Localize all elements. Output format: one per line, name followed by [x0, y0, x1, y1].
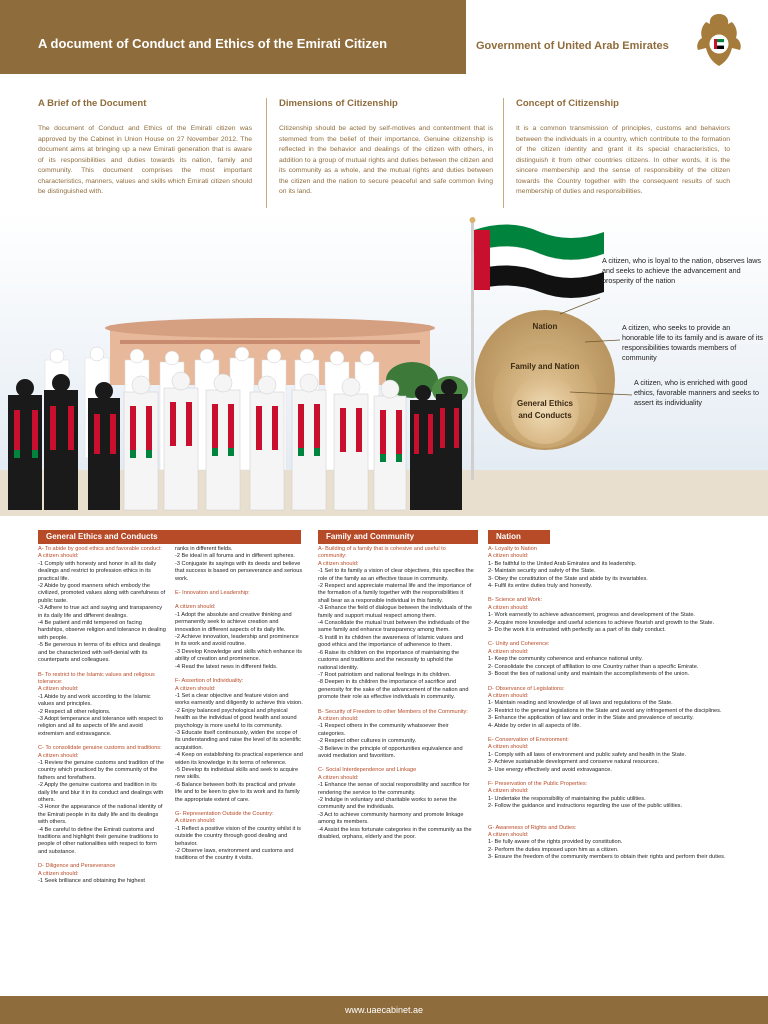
- list-item: -2 Abide by good manners which embody the civilized, promoted values along with carefulness of public taste.: [38, 583, 166, 604]
- list-item: -8 Deepen in its children the importance of sacrifice and generosity for the sake of the advancement of the nation and promote their role as effective individuals in community.: [318, 679, 469, 701]
- page-title: A document of Conduct and Ethics of the Emirati Citizen: [38, 36, 388, 51]
- concept-text: It is a common transmission of principles, customs and behaviors between the individuals in a country, which contribute to the formation of the citizen identity and grant it its special characteristics, to distinguish it from other countries citizens. In other words, it is the sincere membership and the sense of responsibility of the citizen towards the Country together with the consequent results of such membership of duties and responsibilities.: [516, 125, 730, 195]
- list-item: -2 Respect other cultures in community.: [318, 738, 417, 745]
- list-item: -7 Root patriotism and national feelings in its children.: [318, 671, 451, 678]
- list-item: 3- Use energy effectively and avoid extravagance.: [488, 766, 612, 773]
- list-item: -2 Be ideal in all forums and in different spheres.: [175, 553, 295, 560]
- list-item: 2- Achieve sustainable development and conserve natural resources.: [488, 759, 660, 766]
- list-item: ranks in different fields.: [175, 546, 233, 552]
- honorable-citizen-description: A citizen, who seeks to provide an honorable life to its family and is aware of its responsibilities towards members of community: [622, 323, 764, 362]
- subheading: A citizen should:: [38, 686, 79, 693]
- list-item: -5 Instill in its children the awareness of Islamic values and good ethics and the importance of adherence to them.: [318, 634, 464, 649]
- subheading: A citizen should:: [488, 788, 529, 795]
- spacer: [488, 634, 728, 641]
- list-item: 1- Comply with all laws of environment and public safety and health in the State.: [488, 751, 687, 758]
- list-item: 2- Acquire more knowledge and useful sciences to achieve flourish and growth to the State.: [488, 619, 715, 626]
- uae-emblem-icon: [692, 10, 746, 70]
- dimensions-title: Dimensions of Citizenship: [279, 98, 398, 109]
- list-item: 2- Maintain security and safety of the State.: [488, 568, 596, 575]
- list-item: -5 Develop its individual skills and seek to acquire new skills.: [175, 766, 299, 781]
- subheading: A citizen should:: [175, 685, 216, 692]
- website-link[interactable]: www.uaecabinet.ae: [344, 1005, 424, 1015]
- family-circle-label: Family and Nation: [510, 362, 580, 371]
- spacer: [175, 583, 303, 590]
- subheading: A- Loyalty to Nation: [488, 546, 537, 552]
- general-ethics-column-right: [175, 546, 303, 863]
- list-item: -6 Raise its children on the importance of maintaining the customs and traditions and the necessity to uphold the national identity.: [318, 649, 460, 671]
- spacer: [488, 811, 728, 818]
- list-item: 3- Enhance the application of law and order in the State and prevalence of security.: [488, 715, 694, 722]
- subheading: A citizen should:: [488, 832, 529, 838]
- spacer: [38, 665, 166, 672]
- subheading: E- Conservation of Environment:: [488, 736, 569, 743]
- subheading: B- Science and Work:: [488, 597, 542, 604]
- list-item: -3 Adopt temperance and tolerance with respect to religion and all its aspects of life and avoid extremism and extravagance.: [38, 715, 164, 737]
- list-item: -3 Act to achieve community harmony and promote linkage among its members.: [318, 811, 464, 826]
- subheading: C- Unity and Coherence:: [488, 641, 550, 648]
- subheading: A citizen should:: [38, 870, 79, 877]
- list-item: -2 Respect all other religions.: [38, 708, 111, 715]
- subheading: A citizen should:: [488, 692, 529, 699]
- subheading: A citizen should:: [38, 752, 79, 759]
- list-item: -1 Abide by and work according to the Islamic values and principles.: [38, 693, 151, 708]
- family-community-column: [318, 546, 474, 841]
- spacer: [175, 597, 303, 604]
- spacer: [175, 804, 303, 811]
- subheading: G- Representation Outside the Country:: [175, 811, 274, 817]
- spacer: [318, 702, 474, 709]
- general-ethics-column-left: [38, 546, 166, 885]
- brief-title: A Brief of the Document: [38, 98, 147, 109]
- family-community-heading: Family and Community: [318, 530, 478, 544]
- subheading: A citizen should:: [488, 744, 529, 751]
- concept-title: Concept of Citizenship: [516, 98, 619, 109]
- list-item: -2 Respect and appreciate maternal life and the importance of the formation of a family together with the responsibilities it shall bear as a responsible individual in this family.: [318, 583, 472, 604]
- list-item: -1 Respect others in the community whatsoever their categories.: [318, 723, 449, 737]
- list-item: -1 Comply with honesty and honor in all its daily dealings and restrict to profession ethics in its practical life.: [38, 560, 157, 582]
- spacer: [38, 738, 166, 745]
- list-item: 2- Perform the duties imposed upon him as a citizen.: [488, 846, 619, 853]
- list-item: -4 Be careful to define the Emirati customs and traditions and highlight their genuine traditions to people of other nationalities with respect to form and substance.: [38, 826, 159, 855]
- subheading: A citizen should:: [175, 604, 216, 611]
- list-item: -2 Achieve innovation, leadership and prominence in its work and avoid routine.: [175, 634, 299, 648]
- list-item: -1 Set a clear objective and feature vision and works earnestly and diligently to achieve this vision.: [175, 692, 303, 707]
- list-item: -2 Indulge in voluntary and charitable works to serve the community and the individuals.: [318, 797, 457, 811]
- list-item: 1- Be fully aware of the rights provided by constitution.: [488, 839, 623, 846]
- list-item: -3 Develop Knowledge and skills which enhance its ability of creation and prominence.: [175, 648, 302, 663]
- loyal-citizen-description: A citizen, who is loyal to the nation, observes laws and seeks to achieve the advancement and prosperity of the nation: [602, 256, 762, 285]
- subheading: A citizen should:: [318, 715, 359, 722]
- spacer: [488, 774, 728, 781]
- list-item: 1- Be faithful to the United Arab Emirates and its leadership.: [488, 560, 637, 567]
- subheading: G- Awareness of Rights and Duties:: [488, 824, 577, 831]
- list-item: -6 Balance between both its practical and private life and to be keen to give to its work and its family the appropriate extent of care.: [175, 781, 300, 803]
- list-item: -5 Be generous in terms of its ethics and dealings and be characterized with self-denial with its counterparts and colleagues.: [38, 642, 161, 664]
- list-item: -4 Assist the less fortunate categories in the community as the disabled, orphans, elderly and the poor.: [318, 826, 472, 841]
- list-item: -3 Honor the appearance of the national identity of the Emirati people in its daily life and its dealings with others.: [38, 804, 163, 826]
- spacer: [175, 671, 303, 678]
- spacer: [488, 590, 728, 597]
- list-item: 4- Fulfil its entire duties truly and honestly.: [488, 583, 593, 590]
- list-item: 3- Ensure the freedom of the community members to obtain their rights and perform their duties.: [488, 854, 726, 861]
- subheading: A citizen should:: [488, 604, 529, 611]
- list-item: 2- Follow the guidance and instructions regarding the use of the public utilities.: [488, 803, 683, 810]
- list-item: -4 Consolidate the mutual trust between the individuals of the same family and enhance transparency among them.: [318, 620, 470, 634]
- header-bar: [0, 0, 768, 74]
- subheading: A citizen should:: [318, 560, 359, 567]
- list-item: -4 Be patient and mild tempered on facing hardships, observe religion and tolerance in dealing with people.: [38, 620, 166, 641]
- nation-heading: Nation: [488, 530, 550, 544]
- spacer: [488, 730, 728, 737]
- list-item: -3 Educate itself continuously, widen the scope of its understanding and raise the level of its scientific acquisition.: [175, 729, 301, 751]
- list-item: -4 Keep on establishing its practical experience and widen its knowledge in its terms of reference.: [175, 752, 303, 766]
- subheading: A- To abide by good ethics and favorable conduct:: [38, 546, 162, 552]
- list-item: 1- Work earnestly to achieve advancement, progress and development of the State.: [488, 612, 695, 619]
- list-item: 1- Undertake the responsibility of maintaining the public utilities.: [488, 795, 646, 802]
- divider: [266, 98, 267, 208]
- list-item: -2 Observe laws, environment and customs and traditions of the country it visits.: [175, 848, 294, 862]
- dimensions-text: Citizenship should be acted by self-motives and contentment that is stemmed from the belief of their importance. Genuine citizenship is reflected in the behavior and dealings of the citizen with others, in addition to a group of mutual rights and duties between the citizen and its community as a whole, and the mutual rights and duties between the citizen and the nation to secure peaceful and safe common living on its land.: [279, 125, 493, 195]
- subheading: A citizen should:: [318, 774, 359, 781]
- spacer: [488, 679, 728, 686]
- list-item: 2- Restrict to the general legislations in the State and avoid any infringement of the disciplines.: [488, 707, 722, 714]
- list-item: 1- Keep the community coherence and enhance national unity.: [488, 656, 643, 663]
- subheading: A citizen should:: [38, 553, 79, 560]
- subheading: C- Social Interdependence and Linkage: [318, 767, 417, 774]
- enriched-citizen-description: A citizen, who is enriched with good ethics, favorable manners and seeks to assert its individuality: [634, 378, 760, 407]
- divider: [503, 98, 504, 208]
- subheading: C- To consolidate genuine customs and traditions:: [38, 745, 162, 752]
- subheading: B- Security of Freedom to other Members of the Community:: [318, 708, 468, 715]
- list-item: -1 Review the genuine customs and tradition of the country which practiced by the community of the fathers and forefathers.: [38, 759, 164, 781]
- nation-circle-label: Nation: [532, 322, 558, 331]
- subheading: B- To restrict to the Islamic values and religious tolerance:: [38, 671, 155, 685]
- list-item: -1 Adopt the absolute and creative thinking and permanently seek to achieve creation and innovation in different aspects of its daily life.: [175, 611, 292, 633]
- list-item: -3 Conjugate its sayings with its deeds and believe that success is based on perseverance and serious work.: [175, 560, 303, 582]
- list-item: -1 Reflect a positive vision of the country whilst it is outside the country through good dealing and behavior.: [175, 825, 301, 847]
- list-item: 3- Obey the constitution of the State and abide by its invariables.: [488, 575, 648, 582]
- spacer: [318, 760, 474, 767]
- list-item: -3 Adhere to true act and saying and transparency in its daily life and different dealings.: [38, 605, 163, 619]
- subheading: A- Building of a family that is cohesive and useful to community:: [318, 546, 446, 560]
- list-item: -2 Apply the genuine customs and tradition in its daily life and blur it in its conduct and dealings with others.: [38, 782, 164, 803]
- subheading: A citizen should:: [488, 648, 529, 655]
- government-panel: [466, 0, 768, 74]
- nation-column: [488, 546, 728, 862]
- list-item: 2- Consolidate the concept of affiliation to one Country rather than a specific Emirate.: [488, 663, 699, 670]
- list-item: 3- Do the work it is entrusted with perfectly as a part of its daily conduct.: [488, 627, 666, 634]
- list-item: -3 Enhance the field of dialogue between the individuals of the family and support mutual respect among them.: [318, 605, 472, 619]
- subheading: A citizen should:: [488, 553, 529, 560]
- list-item: 1- Maintain reading and knowledge of all laws and regulations of the State.: [488, 700, 673, 707]
- subheading: A citizen should:: [175, 818, 216, 825]
- general-ethics-heading: General Ethics and Conducts: [38, 530, 301, 544]
- brief-text: The document of Conduct and Ethics of the Emirati citizen was approved by the Cabinet in Union House on 27 November 2012. The document aims at bringing up a new Emirati generation that is aware of its responsibilities and duties towards its nation, family and community. This document comprises the most important characteristics, manners, values and skills which Emirati citizen should be distinguished with.: [38, 125, 252, 195]
- government-name: Government of United Arab Emirates: [476, 40, 669, 52]
- list-item: -1 Seek brilliance and obtaining the highest: [38, 878, 145, 885]
- general-circle-label: General Ethics and Conducts: [516, 399, 574, 420]
- list-item: 4- Abide by order in all aspects of life.: [488, 722, 581, 729]
- subheading: F- Assertion of Individuality:: [175, 678, 244, 685]
- list-item: -3 Believe in the principle of opportunities equivalence and avoid mediation and favoritism.: [318, 745, 463, 759]
- list-item: 3- Boost the ties of national unity and maintain the accomplishments of the union.: [488, 671, 690, 678]
- footer-bar: [0, 996, 768, 1024]
- spacer: [488, 818, 728, 825]
- subheading: F- Preservation of the Public Properties:: [488, 780, 588, 787]
- list-item: -1 Set to its family a vision of clear objectives, this specifies the role of the family as an effective tissue in community.: [318, 568, 474, 582]
- list-item: -1 Enhance the sense of social responsibility and sacrifice for rendering the service to the community.: [318, 782, 470, 796]
- subheading: D- Diligence and Perseverance: [38, 863, 116, 870]
- spacer: [38, 856, 166, 863]
- list-item: -4 Read the latest news in different fields.: [175, 663, 278, 670]
- subheading: D- Observance of Legislations:: [488, 685, 565, 692]
- subheading: E- Innovation and Leadership:: [175, 590, 250, 597]
- list-item: -2 Enjoy balanced psychological and physical health as the individual of good health and sound psychology is more useful to its community.: [175, 707, 297, 729]
